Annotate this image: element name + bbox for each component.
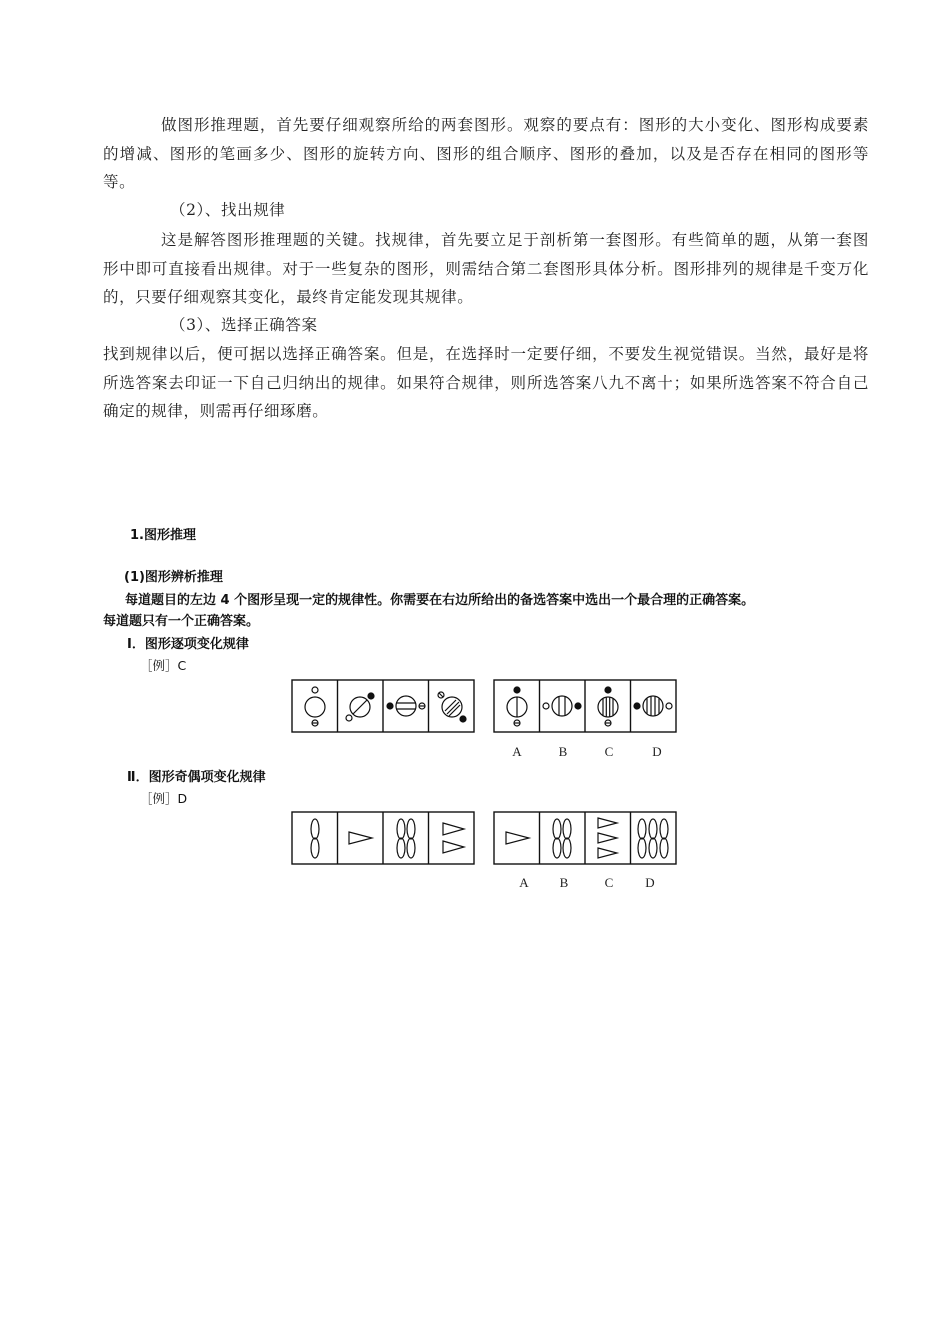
example2-answer: ［例］D (140, 791, 188, 806)
ex2-option-c-shape (598, 818, 617, 858)
ex1-option-b-shape (543, 696, 581, 716)
paragraph-choose-answer: 找到规律以后，便可据以选择正确答案。但是，在选择时一定要仔细，不要发生视觉错误。当然，最好是将所选答案去印证一下自己归纳出的规律。如果符合规律，则所选答案八九不离十；如果所选答案不符合自己确定的规律，则需再仔细琢磨。 (103, 345, 869, 420)
example2-heading: Ⅱ．图形奇偶项变化规律 (127, 770, 266, 785)
ex2-q3-shape (397, 819, 415, 858)
example2-figure (288, 808, 683, 898)
ex2-label-c: C (604, 875, 614, 890)
ex2-label-b: B (559, 875, 569, 890)
ex1-label-d: D (652, 744, 662, 759)
ex1-label-c: C (604, 744, 614, 759)
subheading-find-rule: （2）、找出规律 (170, 201, 286, 219)
example1-figure (288, 676, 683, 766)
ex1-option-a-shape (507, 687, 527, 726)
ex2-q1-shape (311, 819, 319, 858)
section-description-line2: 每道题只有一个正确答案。 (103, 614, 260, 629)
ex2-option-b-shape (553, 819, 571, 858)
ex1-q2-shape (346, 693, 374, 721)
ex2-label-a: A (519, 875, 529, 890)
ex1-label-b: B (558, 744, 568, 759)
ex1-q1-shape (305, 687, 325, 726)
section-subtitle: (1)图形辨析推理 (124, 570, 223, 585)
subheading-choose-answer: （3）、选择正确答案 (170, 316, 318, 334)
example1-answer: ［例］C (140, 658, 187, 673)
paragraph-observe: 做图形推理题，首先要仔细观察所给的两套图形。观察的要点有：图形的大小变化、图形构成要素的增减、图形的笔画多少、图形的旋转方向、图形的组合顺序、图形的叠加，以及是否存在相同的图形等等。 (103, 116, 869, 191)
ex2-label-d: D (645, 875, 655, 890)
ex1-label-a: A (512, 744, 522, 759)
ex1-option-d-shape (634, 696, 672, 716)
ex1-q4-shape (438, 692, 466, 722)
ex2-q4-shape (443, 823, 464, 853)
ex2-q2-shape (349, 832, 372, 844)
ex1-option-c-shape (598, 687, 618, 726)
ex2-option-a-shape (506, 832, 529, 844)
section-title: 1.图形推理 (130, 528, 196, 543)
ex2-option-d-shape (638, 819, 668, 858)
ex1-q3-shape (387, 696, 425, 716)
example1-heading: Ⅰ．图形逐项变化规律 (127, 637, 249, 652)
paragraph-find-rule: 这是解答图形推理题的关键。找规律，首先要立足于剖析第一套图形。有些简单的题，从第一套图形中即可直接看出规律。对于一些复杂的图形，则需结合第二套图形具体分析。图形排列的规律是千变万化的，只要仔细观察其变化，最终肯定能发现其规律。 (103, 231, 869, 306)
section-description-line1: 每道题目的左边 4 个图形呈现一定的规律性。你需要在右边所给出的备选答案中选出一个最合理的正确答案。 (125, 593, 755, 608)
